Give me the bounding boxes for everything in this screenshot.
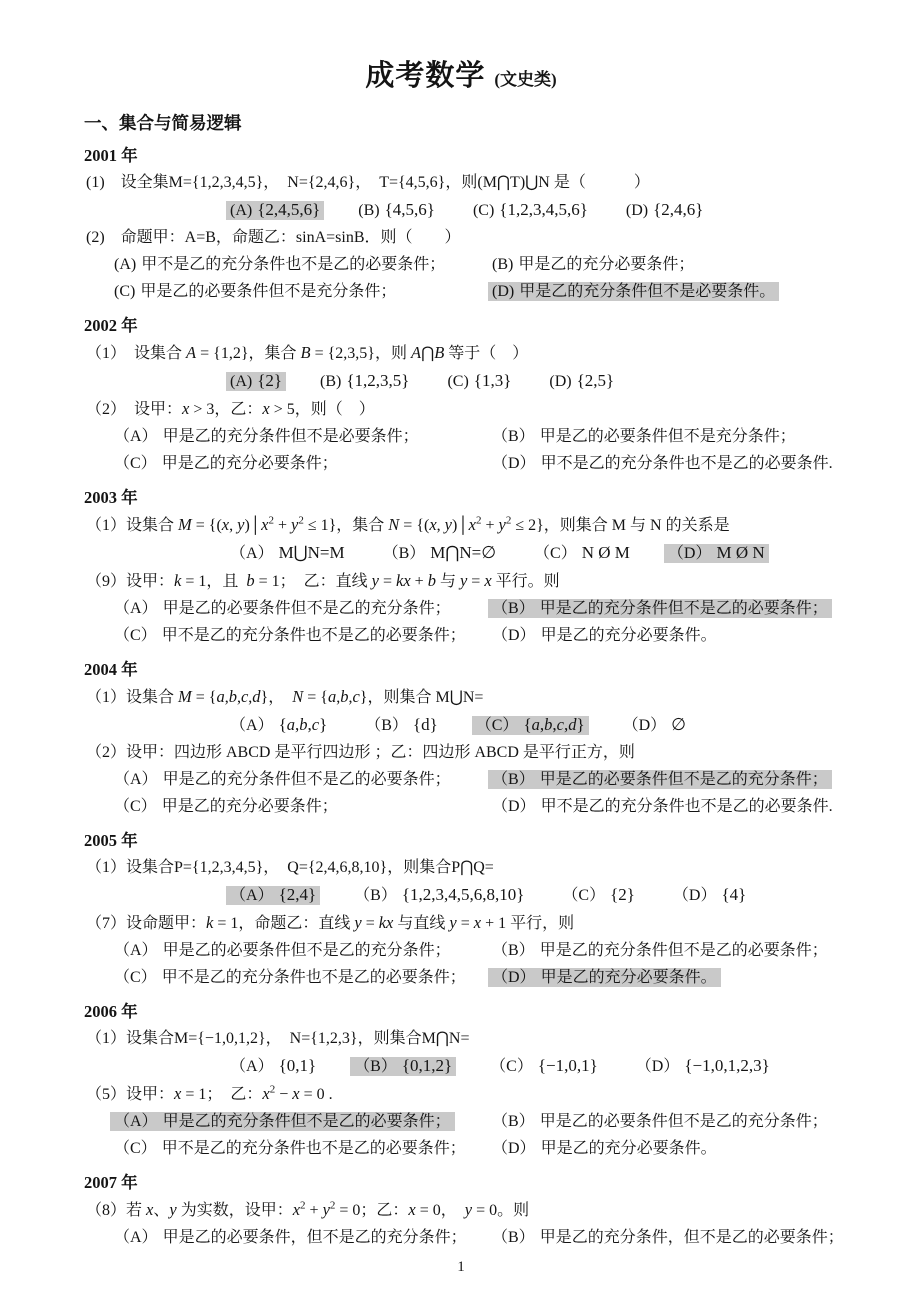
choice-option: [110, 941, 455, 960]
choice-option: [110, 797, 342, 816]
choice-option-marked-answer: [226, 201, 324, 220]
answer-choices-row: [84, 367, 854, 395]
option-text: 甲是乙的充分必要条件。: [540, 969, 717, 986]
choice-option: [545, 372, 618, 391]
choice-option: [354, 201, 439, 220]
option-label: （C）: [562, 887, 606, 904]
option-text: 甲是乙的充分条件，但不是乙的必要条件；: [539, 1229, 844, 1246]
page-title: 成考数学: [365, 60, 486, 92]
option-label: （C）: [114, 969, 157, 986]
option-text: {1,2,3,5}: [346, 371, 410, 390]
answer-choices-row: [84, 1052, 854, 1080]
choice-option-marked-answer: [664, 544, 769, 563]
choice-option-marked-answer: [488, 968, 721, 987]
choice-option: [443, 372, 515, 391]
choice-option: [530, 544, 634, 563]
option-row: [84, 595, 854, 622]
choice-option-marked-answer: [226, 372, 286, 391]
option-text: 甲是乙的必要条件但不是充分条件；: [539, 428, 796, 445]
option-text: {0,1}: [278, 1056, 317, 1075]
question-line: （9）设甲：k = 1，且 b = 1； 乙：直线 y = kx + b 与 y = x 平行。则: [86, 571, 560, 590]
choice-option: [488, 427, 800, 446]
option-text: {0,1,2}: [401, 1056, 453, 1075]
option-label: （A）: [114, 428, 158, 445]
option-text: {1,2,3,4,5,6}: [499, 200, 588, 219]
option-text: 甲不是乙的充分条件也不是乙的必要条件；: [141, 256, 446, 273]
document-title-line: [84, 56, 838, 101]
option-text: 甲是乙的必要条件但不是乙的充分条件；: [162, 942, 451, 959]
option-label: (C): [472, 202, 495, 219]
option-label: （B）: [354, 887, 397, 904]
option-text: 甲是乙的充分必要条件；: [161, 455, 338, 472]
choice-option: [488, 454, 837, 473]
option-text: 甲不是乙的充分条件也不是乙的必要条件；: [161, 627, 466, 644]
option-label: (D): [625, 202, 649, 219]
option-label: (A): [230, 373, 253, 390]
choice-option: [488, 941, 832, 960]
option-text: 甲不是乙的充分条件也不是乙的必要条件.: [540, 455, 833, 472]
option-label: （C）: [114, 798, 157, 815]
question-line: （7）设命题甲：k = 1，命题乙：直线 y = kx 与直线 y = x + 1 平行，则: [86, 913, 575, 932]
option-row: [84, 278, 854, 305]
year-heading: 2003 年: [84, 488, 138, 507]
option-text: 甲是乙的充分必要条件。: [540, 627, 717, 644]
question-line: （1）设集合M={−1,0,1,2}， N={1,2,3}，则集合M⋂N=: [86, 1030, 470, 1047]
answer-choices-row: [84, 539, 854, 567]
page-number: 1: [457, 1259, 465, 1275]
option-text: ∅: [671, 715, 686, 734]
option-label: （C）: [114, 627, 157, 644]
option-row: [84, 450, 854, 477]
option-label: （C）: [475, 717, 519, 734]
choice-option: [226, 716, 331, 735]
option-label: （D）: [492, 969, 536, 986]
option-text: M⋃N=M: [278, 543, 345, 562]
option-text: M⋂N=∅: [430, 543, 497, 562]
option-text: {1,3}: [473, 371, 512, 390]
option-text: M Ø N: [716, 543, 765, 562]
question-sections: [84, 142, 854, 1251]
option-text: {−1,0,1,2,3}: [684, 1056, 770, 1075]
option-label: （A）: [114, 771, 158, 788]
option-text: 甲是乙的充分必要条件；: [161, 798, 338, 815]
choice-option-marked-answer: [226, 886, 320, 905]
question-line: （1）设集合 M = {a,b,c,d}， N = {a,b,c}，则集合 M⋃N=: [86, 687, 484, 706]
option-text: {a,b,c}: [278, 715, 328, 734]
option-text: 甲是乙的充分条件但不是必要条件；: [162, 428, 419, 445]
option-label: （D）: [635, 1058, 680, 1075]
year-heading: 2001 年: [84, 146, 138, 165]
option-label: （C）: [114, 455, 157, 472]
option-text: {2}: [610, 885, 635, 904]
choice-option: [110, 1139, 470, 1158]
option-text: 甲是乙的充分必要条件；: [518, 256, 695, 273]
choice-option: [488, 626, 721, 645]
option-label: (D): [549, 373, 572, 390]
choice-option: [488, 255, 698, 274]
option-label: （D）: [492, 1140, 536, 1157]
choice-option: [226, 1057, 320, 1076]
option-label: (C): [447, 373, 469, 390]
choice-option: [110, 626, 470, 645]
choice-option: [110, 454, 342, 473]
year-heading: 2002 年: [84, 316, 138, 335]
option-label: （D）: [667, 545, 712, 562]
question-line: （2）设甲：四边形 ABCD 是平行四边形 ；乙：四边形 ABCD 是平行正方，则: [86, 744, 635, 761]
option-label: （D）: [492, 627, 536, 644]
option-label: （C）: [534, 545, 577, 562]
choice-option: [488, 1112, 832, 1131]
choice-option-marked-answer: [488, 770, 832, 789]
question-line: (2) 命题甲：A=B，命题乙：sinA=sinB．则（ ）: [86, 229, 461, 246]
question-line: （2） 设甲：x > 3，乙：x > 5，则（ ）: [86, 399, 375, 418]
choice-option: [316, 372, 413, 391]
option-row: [84, 1108, 854, 1135]
option-text: {a,b,c,d}: [523, 715, 585, 734]
page-subtitle: (文史类): [494, 70, 557, 89]
option-row: [84, 766, 854, 793]
choice-option: [632, 1057, 774, 1076]
option-label: (A): [114, 256, 137, 273]
choice-option: [110, 282, 400, 301]
option-label: （A）: [230, 545, 274, 562]
choice-option: [622, 201, 708, 220]
year-heading: 2006 年: [84, 1002, 138, 1021]
option-label: （A）: [114, 1229, 158, 1246]
option-label: （B）: [492, 942, 535, 959]
choice-option: [669, 886, 750, 905]
option-text: {4}: [721, 885, 747, 904]
option-label: (B): [320, 373, 342, 390]
option-text: 甲是乙的必要条件但不是乙的充分条件；: [539, 1113, 828, 1130]
option-label: （B）: [382, 545, 426, 562]
choice-option-marked-answer: [488, 599, 832, 618]
option-row: [84, 622, 854, 649]
choice-option: [110, 427, 423, 446]
option-label: （B）: [492, 1229, 535, 1246]
option-label: （A）: [230, 1058, 274, 1075]
question-line: （1）设集合P={1,2,3,4,5}， Q={2,4,6,8,10}，则集合P⋂Q=: [86, 859, 494, 876]
option-label: （B）: [365, 717, 408, 734]
choice-option: [558, 886, 639, 905]
option-label: （A）: [114, 1113, 158, 1130]
option-text: {2,4}: [278, 885, 317, 904]
choice-option: [488, 1228, 848, 1247]
option-row: [84, 937, 854, 964]
option-row: [84, 1135, 854, 1162]
choice-option: [350, 886, 528, 905]
option-text: {2,4,5,6}: [257, 200, 321, 219]
option-label: (B): [492, 256, 514, 273]
option-label: (A): [230, 202, 253, 219]
choice-option-marked-answer: [472, 716, 589, 735]
option-label: (C): [114, 283, 136, 300]
choice-option: [379, 544, 500, 563]
question-line: （1）设集合 M = {(x, $y)│x^2 + y^2 \le 1$}，集合 N = {(x, $y)│x^2 + y^2 \le 2$}，则集合 M 与 N 的关系是: [86, 514, 730, 534]
option-text: {4,5,6}: [384, 200, 435, 219]
question-line: （1） 设集合 A = {1,2}，集合 B = {2,3,5}，则 A⋂B 等于（ ）: [86, 343, 529, 362]
option-text: 甲是乙的充分条件但不是乙的必要条件；: [162, 1113, 451, 1130]
question-line: （5）设甲：x = 1； 乙：$x^2 - x = 0$ .: [86, 1083, 333, 1103]
choice-option-marked-answer: [350, 1057, 456, 1076]
choice-option: [488, 797, 837, 816]
option-text: 甲是乙的必要条件但不是充分条件；: [140, 283, 397, 300]
choice-option: [226, 544, 349, 563]
choice-option: [110, 770, 455, 789]
question-line: (1) 设全集M={1,2,3,4,5}， N={2,4,6}， T={4,5,6}，则(M⋂T)⋃N 是（ ）: [86, 174, 650, 191]
year-heading: 2005 年: [84, 831, 138, 850]
option-row: [84, 251, 854, 278]
option-text: 甲是乙的必要条件但不是乙的充分条件；: [162, 600, 451, 617]
option-label: （C）: [490, 1058, 533, 1075]
option-label: （A）: [114, 942, 158, 959]
option-row: [84, 964, 854, 991]
answer-choices-row: [84, 196, 854, 224]
option-text: 甲是乙的充分条件但不是必要条件。: [519, 283, 776, 300]
choice-option: [361, 716, 442, 735]
option-label: （D）: [492, 455, 536, 472]
option-text: 甲是乙的必要条件，但不是乙的充分条件；: [162, 1229, 467, 1246]
option-text: 甲不是乙的充分条件也不是乙的必要条件.: [540, 798, 833, 815]
option-label: (D): [492, 283, 515, 300]
choice-option-marked-answer: [488, 282, 779, 301]
option-label: （A）: [230, 717, 274, 734]
choice-option: [110, 599, 455, 618]
option-text: 甲是乙的必要条件但不是乙的充分条件；: [539, 771, 828, 788]
option-label: （B）: [354, 1058, 397, 1075]
option-text: {−1,0,1}: [537, 1056, 598, 1075]
option-row: [84, 793, 854, 820]
option-label: （D）: [492, 798, 536, 815]
choice-option: [619, 716, 690, 735]
option-text: {2,4,6}: [653, 200, 704, 219]
choice-option: [486, 1057, 602, 1076]
answer-choices-row: [84, 881, 854, 909]
question-line: （8）若 x、y 为实数，设甲：$x^2 + y^2 = 0$；乙：x = 0， y = 0。则: [86, 1199, 530, 1219]
choice-option: [110, 255, 449, 274]
option-text: 甲是乙的充分必要条件。: [540, 1140, 717, 1157]
choice-option: [110, 968, 470, 987]
option-label: （D）: [622, 717, 667, 734]
option-text: N Ø M: [581, 543, 630, 562]
option-text: 甲是乙的充分条件但不是乙的必要条件；: [539, 942, 828, 959]
section-heading: 一、集合与简易逻辑: [84, 113, 242, 133]
year-heading: 2004 年: [84, 660, 138, 679]
option-text: 甲是乙的充分条件但不是乙的必要条件；: [539, 600, 828, 617]
choice-option: [469, 201, 592, 220]
option-label: （A）: [114, 600, 158, 617]
option-label: （D）: [672, 887, 717, 904]
option-text: 甲不是乙的充分条件也不是乙的必要条件；: [161, 969, 466, 986]
option-text: {2,5}: [576, 371, 615, 390]
option-label: （B）: [492, 600, 535, 617]
choice-option: [488, 1139, 721, 1158]
choice-option-marked-answer: [110, 1112, 455, 1131]
option-text: {1,2,3,4,5,6,8,10}: [401, 885, 525, 904]
option-label: （B）: [492, 771, 535, 788]
option-label: （C）: [114, 1140, 157, 1157]
option-text: {d}: [412, 715, 438, 734]
year-heading: 2007 年: [84, 1173, 138, 1192]
option-label: (B): [358, 202, 380, 219]
option-label: （B）: [492, 1113, 535, 1130]
option-text: {2}: [257, 371, 283, 390]
option-row: [84, 1224, 854, 1251]
option-text: 甲不是乙的充分条件也不是乙的必要条件；: [161, 1140, 466, 1157]
option-row: [84, 423, 854, 450]
choice-option: [110, 1228, 471, 1247]
option-label: （A）: [230, 887, 274, 904]
answer-choices-row: [84, 711, 854, 739]
option-label: （B）: [492, 428, 535, 445]
option-text: 甲是乙的充分条件但不是乙的必要条件；: [162, 771, 451, 788]
